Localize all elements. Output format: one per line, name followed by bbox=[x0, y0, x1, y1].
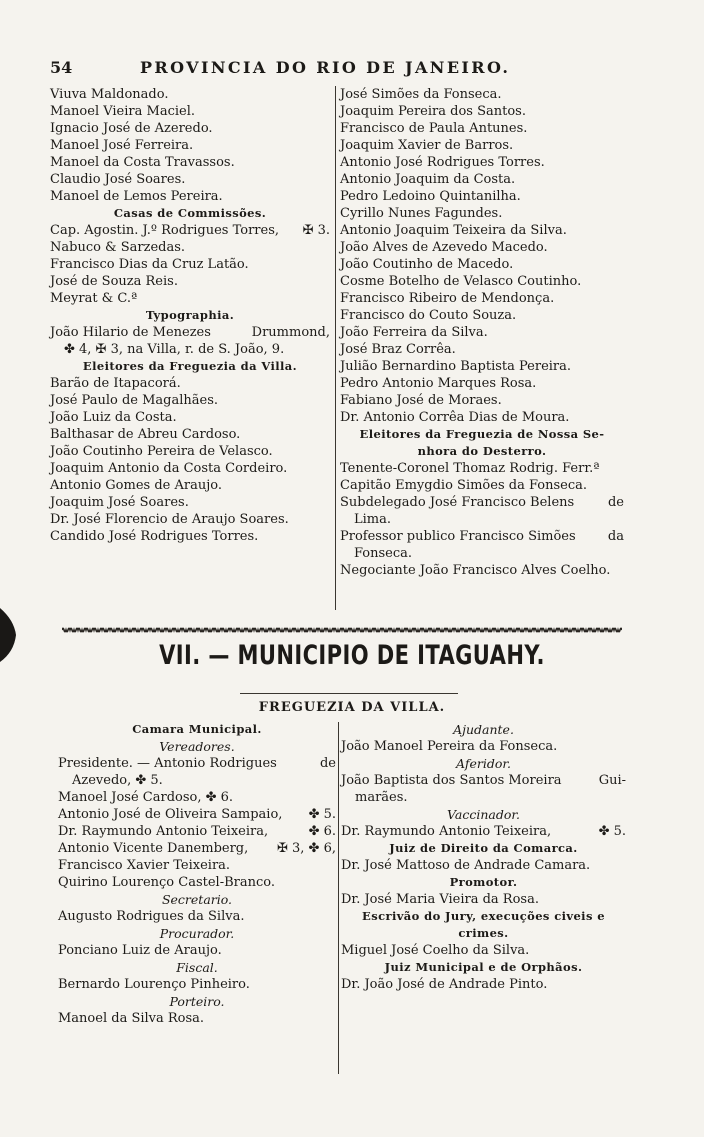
section-heading: Juiz Municipal e de Orphãos. bbox=[384, 960, 583, 974]
entry-tail: ✤ 6. bbox=[308, 824, 336, 839]
entry-line: Ignacio José de Azeredo. bbox=[50, 121, 213, 136]
entry-line: Miguel José Coelho da Silva. bbox=[341, 943, 530, 958]
entry-line bbox=[341, 772, 626, 789]
entry-line: Capitão Emygdio Simões da Fonseca. bbox=[340, 478, 587, 493]
entry-line bbox=[50, 222, 330, 239]
section-heading: Camara Municipal. bbox=[132, 722, 262, 736]
entry-line: Francisco Ribeiro de Mendonça. bbox=[340, 291, 555, 306]
section-heading: Juiz de Direito da Comarca. bbox=[389, 841, 578, 855]
entry-line: José de Souza Reis. bbox=[50, 274, 178, 289]
role-heading: Porteiro. bbox=[169, 994, 225, 1009]
binding-shadow bbox=[0, 600, 20, 670]
entry-line: Manoel José Cardoso, ✤ 6. bbox=[58, 790, 234, 805]
entry-line: Bernardo Lourenço Pinheiro. bbox=[58, 977, 250, 992]
entry-line: Julião Bernardino Baptista Pereira. bbox=[340, 359, 572, 374]
entry-tail: ✤ 5. bbox=[308, 807, 336, 822]
entry-text: João Hilario de Menezes bbox=[50, 325, 211, 340]
entry-line: Joaquim Xavier de Barros. bbox=[340, 138, 514, 153]
entry-line: João Alves de Azevedo Macedo. bbox=[340, 240, 548, 255]
entry-line: Joaquim Antonio da Costa Cordeiro. bbox=[50, 461, 288, 476]
section-heading: Casas de Commissões. bbox=[113, 206, 267, 220]
entry-line: Dr. José Maria Vieira da Rosa. bbox=[341, 892, 539, 907]
entry-tail: de bbox=[319, 756, 336, 771]
entry-text: Antonio José de Oliveira Sampaio, bbox=[58, 807, 283, 822]
entry-line: Dr. José Florencio de Araujo Soares. bbox=[50, 512, 289, 527]
entry-line: Manoel Vieira Maciel. bbox=[50, 104, 195, 119]
entry-tail: Drummond, bbox=[251, 325, 330, 340]
entry-line bbox=[58, 840, 336, 857]
entry-text: João Baptista dos Santos Moreira bbox=[341, 773, 562, 788]
entry-line: Dr. Antonio Corrêa Dias de Moura. bbox=[340, 410, 570, 425]
entry-line bbox=[50, 324, 330, 341]
entry-line bbox=[341, 823, 626, 840]
entry-line: Ponciano Luiz de Araujo. bbox=[58, 943, 222, 958]
entry-line: Francisco Dias da Cruz Latão. bbox=[50, 257, 249, 272]
role-heading: Aferidor. bbox=[456, 756, 511, 771]
entry-line bbox=[58, 806, 336, 823]
entry-line: Negociante João Francisco Alves Coelho. bbox=[340, 563, 611, 578]
entry-line bbox=[58, 755, 336, 772]
entry-line: Antonio Joaquim da Costa. bbox=[340, 172, 516, 187]
entry-line: Tenente-Coronel Thomaz Rodrig. Ferr.ª bbox=[340, 461, 600, 476]
entry-line: Quirino Lourenço Castel-Branco. bbox=[58, 875, 275, 890]
entry-line: Manoel da Silva Rosa. bbox=[58, 1011, 205, 1026]
role-heading: Vereadores. bbox=[159, 739, 235, 754]
entry-line: Dr. João José de Andrade Pinto. bbox=[341, 977, 548, 992]
entry-tail: Gui- bbox=[598, 773, 626, 788]
section-heading: Escrivão do Jury, execuções civeis e bbox=[362, 909, 605, 923]
wavy-separator bbox=[62, 626, 622, 634]
entry-line: José Braz Corrêa. bbox=[340, 342, 456, 357]
entry-text: Antonio Vicente Danemberg, bbox=[58, 841, 249, 856]
entry-line: José Simões da Fonseca. bbox=[340, 87, 502, 102]
entry-line bbox=[340, 528, 624, 545]
entry-line: Antonio Joaquim Teixeira da Silva. bbox=[340, 223, 567, 238]
entry-line: Antonio Gomes de Araujo. bbox=[50, 478, 222, 493]
entry-line: Balthasar de Abreu Cardoso. bbox=[50, 427, 241, 442]
section-heading: nhora do Desterro. bbox=[417, 444, 547, 458]
column-bottom-left bbox=[58, 721, 336, 1027]
entry-line: ✤ 4, ✠ 3, na Villa, r. de S. João, 9. bbox=[64, 342, 285, 357]
column-top-right bbox=[340, 86, 624, 579]
role-heading: Vaccinador. bbox=[447, 807, 520, 822]
role-heading: Secretario. bbox=[161, 892, 233, 907]
running-title: PROVINCIA DO RIO DE JANEIRO. bbox=[140, 58, 511, 77]
column-rule-top bbox=[335, 86, 336, 610]
entry-line: Fonseca. bbox=[354, 546, 413, 561]
entry-line: Dr. José Mattoso de Andrade Camara. bbox=[341, 858, 591, 873]
entry-line: José Paulo de Magalhães. bbox=[50, 393, 218, 408]
entry-line: Pedro Antonio Marques Rosa. bbox=[340, 376, 537, 391]
column-top-left bbox=[50, 86, 330, 545]
column-bottom-right bbox=[341, 721, 626, 993]
entry-line: Lima. bbox=[354, 512, 392, 527]
parish-heading: FREGUEZIA DA VILLA. bbox=[258, 700, 446, 715]
entry-line: Cyrillo Nunes Fagundes. bbox=[340, 206, 503, 221]
section-heading: Typographia. bbox=[145, 308, 235, 322]
section-heading: Eleitores da Freguezia da Villa. bbox=[82, 359, 298, 373]
section-heading: crimes. bbox=[458, 926, 509, 940]
entry-line: Manoel de Lemos Pereira. bbox=[50, 189, 223, 204]
entry-line: João Coutinho Pereira de Velasco. bbox=[50, 444, 273, 459]
entry-line: Francisco do Couto Souza. bbox=[340, 308, 517, 323]
entry-tail: de bbox=[607, 495, 624, 510]
entry-text: Subdelegado José Francisco Belens bbox=[340, 495, 575, 510]
entry-line: Nabuco & Sarzedas. bbox=[50, 240, 186, 255]
entry-line: Augusto Rodrigues da Silva. bbox=[58, 909, 245, 924]
entry-line: João Luiz da Costa. bbox=[50, 410, 177, 425]
entry-line: Cosme Botelho de Velasco Coutinho. bbox=[340, 274, 582, 289]
chapter-title: VII. — MUNICIPIO DE ITAGUAHY. bbox=[159, 640, 545, 671]
entry-line: Francisco de Paula Antunes. bbox=[340, 121, 528, 136]
section-heading: Promotor. bbox=[449, 875, 518, 889]
entry-line: Pedro Ledoino Quintanilha. bbox=[340, 189, 521, 204]
entry-line: Francisco Xavier Teixeira. bbox=[58, 858, 231, 873]
entry-text: Dr. Raymundo Antonio Teixeira, bbox=[58, 824, 269, 839]
entry-line: Fabiano José de Moraes. bbox=[340, 393, 502, 408]
entry-line: João Ferreira da Silva. bbox=[340, 325, 488, 340]
entry-line: Manoel da Costa Travassos. bbox=[50, 155, 235, 170]
entry-line: Barão de Itapacorá. bbox=[50, 376, 181, 391]
entry-text: Presidente. — Antonio Rodrigues bbox=[58, 756, 277, 771]
entry-tail: ✠ 3, ✤ 6, bbox=[277, 841, 336, 856]
page-header bbox=[50, 58, 630, 82]
entry-line: Manoel José Ferreira. bbox=[50, 138, 194, 153]
page-number: 54 bbox=[50, 58, 73, 77]
entry-line: João Manoel Pereira da Fonseca. bbox=[341, 739, 558, 754]
entry-line: Joaquim José Soares. bbox=[50, 495, 189, 510]
entry-tail: da bbox=[607, 529, 624, 544]
entry-text: Professor publico Francisco Simões bbox=[340, 529, 576, 544]
entry-line: marães. bbox=[355, 790, 408, 805]
role-heading: Fiscal. bbox=[176, 960, 218, 975]
entry-line: Viuva Maldonado. bbox=[50, 87, 169, 102]
entry-line: João Coutinho de Macedo. bbox=[340, 257, 514, 272]
entry-line: Azevedo, ✤ 5. bbox=[72, 773, 163, 788]
entry-line: Candido José Rodrigues Torres. bbox=[50, 529, 259, 544]
role-heading: Ajudante. bbox=[453, 722, 514, 737]
entry-line: Meyrat & C.ª bbox=[50, 291, 138, 306]
entry-line: Antonio José Rodrigues Torres. bbox=[340, 155, 545, 170]
role-heading: Procurador. bbox=[159, 926, 235, 941]
column-rule-bottom bbox=[338, 722, 339, 1074]
entry-text: Dr. Raymundo Antonio Teixeira, bbox=[341, 824, 552, 839]
entry-line bbox=[58, 823, 336, 840]
entry-tail: ✠ 3. bbox=[302, 223, 330, 238]
section-heading: Eleitores da Freguezia de Nossa Se- bbox=[359, 427, 605, 441]
title-rule bbox=[240, 693, 458, 694]
entry-line bbox=[340, 494, 624, 511]
entry-line: Claudio José Soares. bbox=[50, 172, 186, 187]
entry-tail: ✤ 5. bbox=[598, 824, 626, 839]
entry-line: Joaquim Pereira dos Santos. bbox=[340, 104, 526, 119]
entry-text: Cap. Agostin. J.º Rodrigues Torres, bbox=[50, 223, 280, 238]
